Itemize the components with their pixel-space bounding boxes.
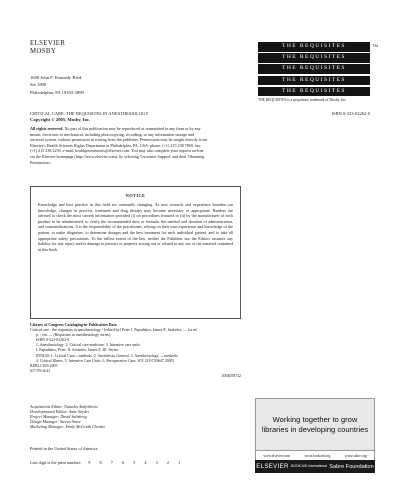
cip-line: RD82.C820 2005 — [30, 363, 58, 368]
printed-in: Printed in the United States of America — [30, 446, 98, 451]
bookaid-logo: BOOK AID International — [291, 463, 327, 468]
requisites-logo — [258, 42, 378, 103]
publisher-block — [30, 40, 200, 56]
cataloging-data — [30, 323, 241, 379]
cip-line: ISBN 0-323-02262-0 — [36, 338, 70, 343]
rights-text: No part of this publication may be reproduced or transmitted in any form or by any means, electronic or mechanical, including photocopying, recording, or any information storage and retrieval system, without permission in writing from the publisher. Permissions may be sought directly from Elsevier's Health Sciences Rights Department in Philadelphia, PA, USA: phone: (+1) 215 238 7869, fax: (+1) 215 238 2239, e-mail: healthpermissions@elsevier.com. You may also complete your request on-line via the Elsevier homepage (http://www.elsevier.com), by selecting 'Customer Support' and then 'Obtaining Permissions'. — [30, 126, 207, 165]
address-line: Philadelphia, PA 19103-2899 — [30, 89, 84, 95]
print-number-line — [30, 460, 184, 465]
logo-bar: THE REQUISITES — [258, 76, 370, 86]
notice-title: NOTICE — [125, 193, 146, 198]
logo-bar: THE REQUISITES — [258, 42, 370, 52]
credit-line: Developmental Editor: Anne Snyder — [30, 409, 90, 415]
logo-bar: THE REQUISITES — [258, 87, 370, 97]
cip-line: 617.9'6-dc22 — [30, 368, 51, 373]
sabre-logo: Sabre Foundation — [329, 463, 374, 470]
banner-links — [255, 451, 375, 460]
book-title: CRITICAL CARE: THE REQUISITES IN ANESTHESIOLOGY — [30, 111, 149, 116]
logo-bar: THE REQUISITES — [258, 53, 370, 63]
cip-heading: Library of Congress Cataloging-in-Publication Data — [30, 323, 117, 327]
elsevier-logo: ELSEVIER — [256, 463, 289, 470]
publisher-name: ELSEVIER — [30, 40, 66, 47]
print-numbers: 9 8 7 6 5 4 3 2 1 — [88, 460, 185, 465]
banner-link-bookaid[interactable]: www.bookaid.org — [304, 453, 331, 458]
isbn: ISBN 0-323-02262-0 — [331, 111, 370, 116]
publisher-address — [30, 74, 200, 96]
credit-line: Design Manager: Steven Stave — [30, 419, 81, 425]
catalog-number: 2004058742 — [221, 373, 241, 378]
cip-line: 1. Anesthesiology. 2. Critical care medicine. 3. Intensive care units. — [36, 343, 141, 348]
banner-headline: Working together to grow libraries in developing countries — [255, 398, 375, 451]
address-line: 1600 John F. Kennedy Blvd. — [30, 75, 83, 80]
print-number-label: Last digit is the print number: — [30, 460, 82, 465]
banner-link-sabre[interactable]: www.sabre.org — [344, 453, 367, 458]
rights-lead: All rights reserved. — [30, 126, 64, 131]
cip-line: p. ; cm. — (Requisites in anesthesiology series) — [36, 333, 111, 338]
banner-link-elsevier[interactable]: www.elsevier.com — [263, 453, 290, 458]
cip-line: I. Papadakos, Peter. II. Szalados, James E. III. Series. — [36, 348, 119, 353]
credit-line: Acquisitions Editor: Natasha Andjelkovic — [30, 404, 99, 409]
editorial-credits — [30, 404, 210, 429]
publisher-imprint: MOSBY — [30, 48, 57, 55]
libraries-banner — [255, 398, 375, 474]
cip-line: 4. Critical Illness. 5. Intensive Care Units. 6. Perioperative Care. WX 218 C93647 2005] — [36, 358, 174, 363]
copyright-line: Copyright © 2005, Mosby, Inc. — [30, 117, 91, 122]
credit-line: Project Manager: David Saltzberg — [30, 414, 87, 420]
cip-line: [DNLM: 1. Critical Care—methods. 2. Anesthesia, General. 3. Anesthesiology — methods. — [36, 353, 179, 358]
banner-logos — [255, 460, 375, 473]
credit-line: Marketing Manager: Emily McGrath Christie — [30, 424, 106, 430]
notice-body: Knowledge and best practice in this field are constantly changing. As new research and experience broaden our knowledge, changes in practice, treatment and drug therapy may become necessary or appropriate. Readers are advised to check the most current information provided (i) on procedures featured or (ii) by the manufacturer of each product to be administered, to verify the recommended dose or formula, the method and duration of administration, and contraindications. It is the responsibility of the practitioner, relying on their own experience and knowledge of the patient, to make diagnoses, to determine dosages and the best treatment for each individual patient, and to take all appropriate safety precautions. To the fullest extent of the law, neither the Publisher nor the Editors assumes any liability for any injury and/or damage to persons or property arising out or related to any use of the material contained in this book. — [38, 202, 233, 252]
rights-statement — [30, 126, 208, 165]
trademark-symbol: TM — [372, 43, 378, 48]
address-line: Ste 1800 — [30, 82, 47, 88]
cip-line: Critical care : the requisites in anesthesiology / [edited by] Peter J. Papadakos, James E. Szalados — 1st ed. — [30, 328, 198, 333]
trademark-caption: THE REQUISITES is a proprietary trademark of Mosby, Inc. — [258, 97, 347, 102]
notice-box — [30, 186, 241, 319]
logo-bar: THE REQUISITES — [258, 64, 370, 74]
